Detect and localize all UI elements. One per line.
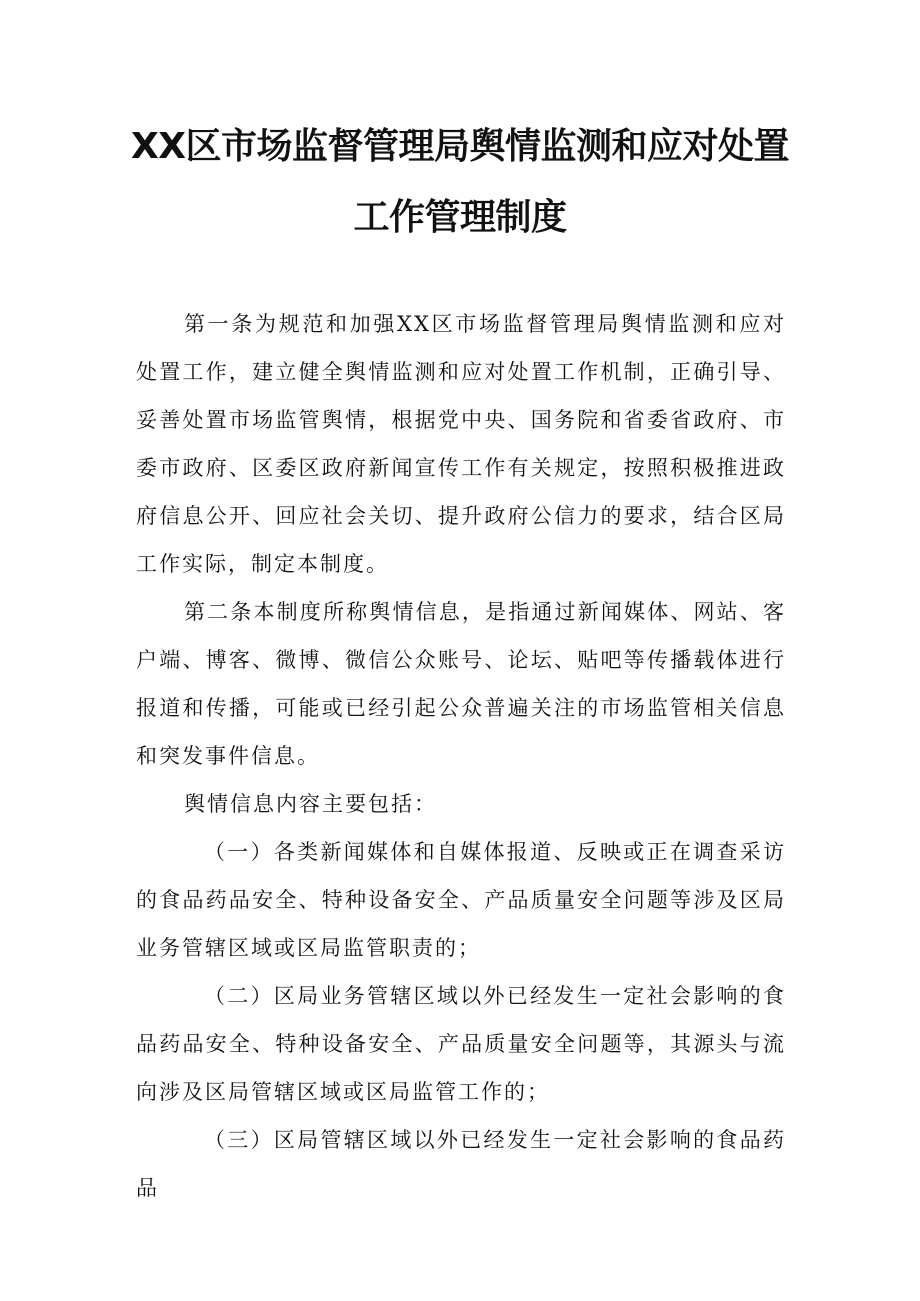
item-3-paragraph: （三）区局管辖区域以外已经发生一定社会影响的食品药品 [136, 1128, 786, 1200]
article-2-paragraph: 第二条本制度所称舆情信息，是指通过新闻媒体、网站、客户端、博客、微博、微信公众账号、论坛、贴吧等传播载体进行报道和传播，可能或已经引起公众普遍关注的市场监管相关信息和突发事件信息。 [136, 600, 786, 768]
content-intro-paragraph: 舆情信息内容主要包括： [184, 792, 437, 816]
document-title-line-1: XX区市场监督管理局舆情监测和应对处置 [130, 126, 789, 167]
item-2-paragraph: （二）区局业务管辖区域以外已经发生一定社会影响的食品药品安全、特种设备安全、产品质量安全问题等，其源头与流向涉及区局管辖区域或区局监管工作的； [136, 984, 786, 1104]
article-1-paragraph: 第一条为规范和加强XX区市场监督管理局舆情监测和应对处置工作，建立健全舆情监测和应对处置工作机制，正确引导、妥善处置市场监管舆情，根据党中央、国务院和省委省政府、市委市政府、区委区政府新闻宣传工作有关规定，按照积极推进政府信息公开、回应社会关切、提升政府公信力的要求，结合区局工作实际，制定本制度。 [136, 312, 786, 576]
document-title-line-2: 工作管理制度 [353, 197, 567, 238]
document-body [136, 300, 786, 1212]
item-1-paragraph: （一）各类新闻媒体和自媒体报道、反映或正在调查采访的食品药品安全、特种设备安全、产品质量安全问题等涉及区局业务管辖区域或区局监管职责的； [136, 840, 786, 960]
